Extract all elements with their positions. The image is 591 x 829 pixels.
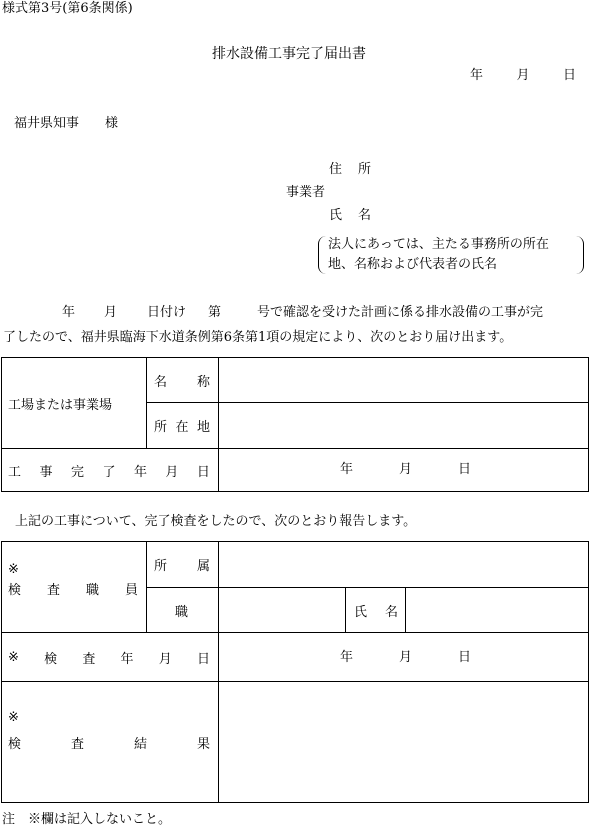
position-field[interactable] — [219, 588, 345, 632]
corporate-note-line1: 法人にあっては、主たる事務所の所在 — [328, 237, 549, 252]
date-year-label: 年 — [470, 68, 484, 83]
affiliation-field[interactable] — [219, 542, 588, 587]
result-label: 検 査 結 果 — [8, 737, 210, 752]
affiliation-label: 所 属 — [154, 559, 210, 574]
date-day-label: 日 — [562, 68, 576, 83]
inspector-mark: ※ — [8, 562, 19, 577]
inspector-label: 検 査 職 員 — [8, 583, 138, 598]
facility-label: 工場または事業場 — [8, 397, 113, 413]
result-mark: ※ — [8, 710, 19, 725]
facility-location-field[interactable] — [219, 403, 588, 448]
facility-name-label: 名 称 — [154, 374, 210, 390]
facility-location-label: 所 在 地 — [154, 420, 210, 435]
date-month-label: 月 — [516, 68, 530, 83]
addressee-honorific: 様 — [105, 116, 119, 131]
addressee-name: 福井県知事 — [14, 116, 80, 131]
form-number: 様式第3号(第6条関係) — [2, 1, 133, 16]
body-line2: 了したので、福井県臨海下水道条例第6条第1項の規定により、次のとおり届け出ます。 — [3, 330, 513, 345]
position-label: 職 — [174, 604, 188, 620]
inspector-name-field[interactable] — [406, 588, 588, 632]
inspection-date-label: ※ 検 査 年 月 日 — [8, 649, 210, 667]
footnote: 注 ※欄は記入しないこと。 — [2, 812, 172, 827]
result-field[interactable] — [219, 682, 588, 802]
addressee — [14, 116, 118, 132]
completion-date-label: 工 事 完 了 年 月 日 — [8, 464, 210, 480]
date-header — [470, 68, 576, 84]
applicant-role-label: 事業者 — [286, 185, 326, 200]
document-title: 排水設備工事完了届出書 — [212, 46, 366, 62]
report-text: 上記の工事について、完了検査をしたので、次のとおり報告します。 — [15, 514, 417, 529]
corporate-note-line2: 地、名称および代表者の氏名 — [328, 257, 498, 272]
body-line1: 年 月 日付け 第 号で確認を受けた計画に係る排水設備の工事が完 — [62, 305, 544, 320]
facility-name-field[interactable] — [219, 358, 588, 402]
address-label: 住 所 — [329, 162, 371, 177]
inspection-date-field[interactable]: 年 月 日 — [340, 650, 472, 665]
completion-date-field[interactable]: 年 月 日 — [340, 462, 472, 477]
inspector-name-label: 氏 名 — [354, 604, 398, 620]
name-label: 氏 名 — [329, 208, 371, 223]
